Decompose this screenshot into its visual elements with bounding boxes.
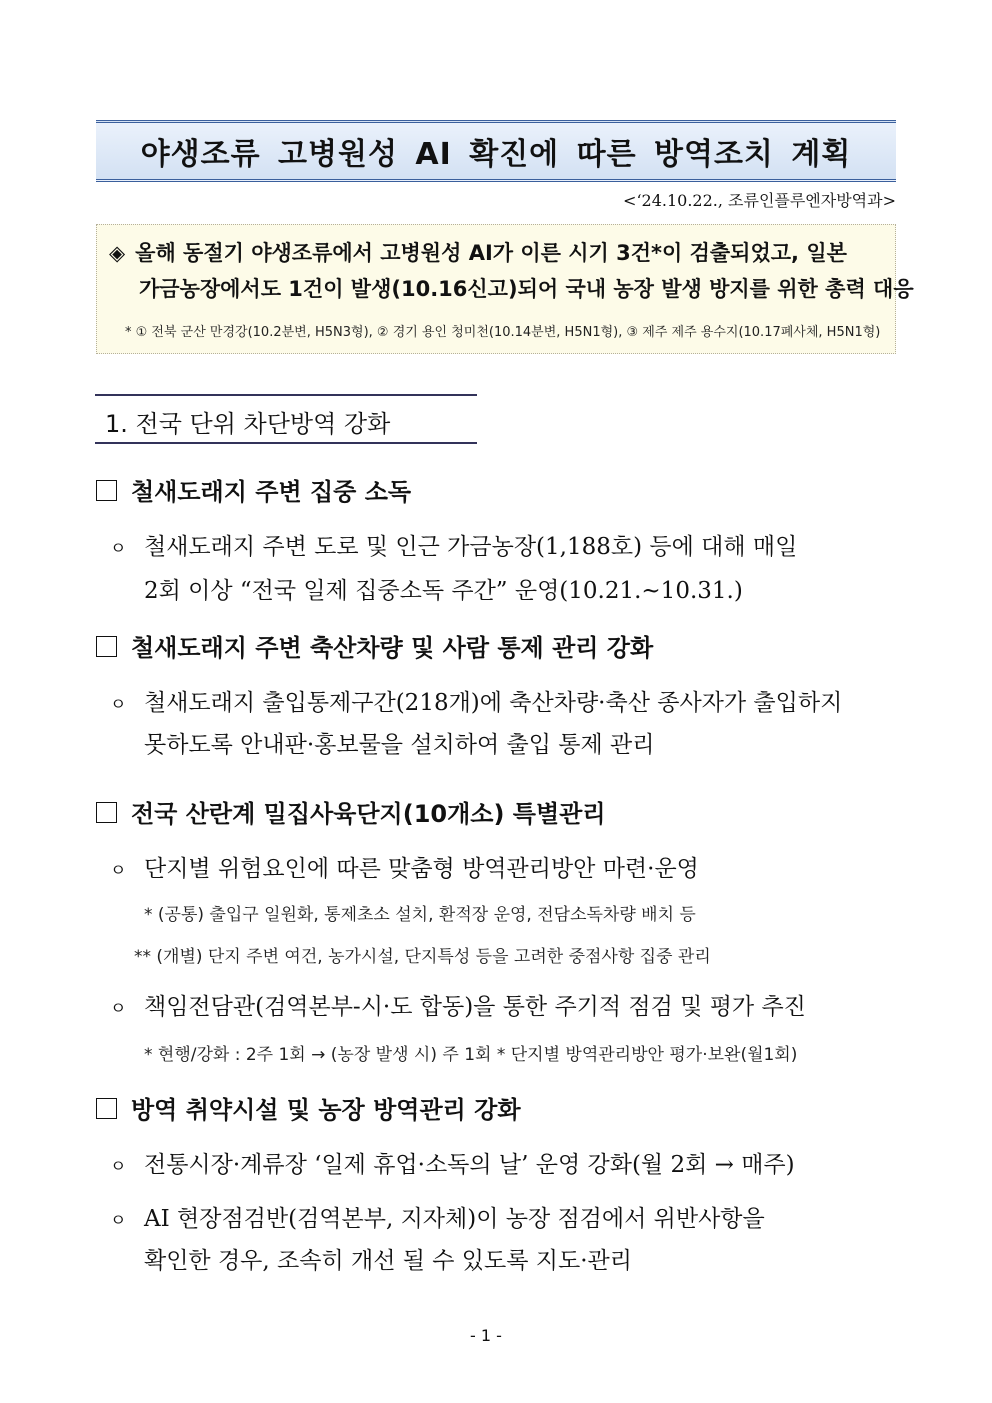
bullet-item: ㅇ 철새도래지 주변 도로 및 인근 가금농장(1,188호) 등에 대해 매일 bbox=[110, 534, 798, 560]
bullet-item: ㅇ AI 현장점검반(검역본부, 지자체)이 농장 점검에서 위반사항을 bbox=[110, 1206, 765, 1232]
bullet-continuation: 확인한 경우, 조속히 개선 될 수 있도록 지도·관리 bbox=[144, 1248, 632, 1274]
section-title: 1. 전국 단위 차단방역 강화 bbox=[105, 410, 391, 438]
checkbox-square-icon bbox=[96, 802, 117, 823]
checkbox-square-icon bbox=[96, 636, 117, 657]
summary-line-1: 올해 동절기 야생조류에서 고병원성 AI가 이른 시기 3건*이 검출되었고, 일본 bbox=[135, 241, 847, 265]
bullet-item: ㅇ 책임전담관(검역본부-시·도 합동)을 통한 주기적 점검 및 평가 추진 bbox=[110, 994, 806, 1020]
document-title: 야생조류 고병원성 AI 확진에 따른 방역조치 계획 bbox=[96, 120, 896, 182]
date-department: <‘24.10.22., 조류인플루엔자방역과> bbox=[623, 191, 896, 210]
checkbox-square-icon bbox=[96, 1098, 117, 1119]
diamond-icon: ◈ bbox=[109, 241, 126, 265]
bullet-circle-icon: ㅇ bbox=[110, 1157, 127, 1177]
bullet-circle-icon: ㅇ bbox=[110, 999, 127, 1019]
subsection-heading: 방역 취약시설 및 농장 방역관리 강화 bbox=[96, 1090, 521, 1125]
bullet-item: ㅇ 철새도래지 출입통제구간(218개)에 축산차량·축산 종사자가 출입하지 bbox=[110, 690, 843, 716]
bullet-circle-icon: ㅇ bbox=[110, 861, 127, 881]
summary-footnote: * ① 전북 군산 만경강(10.2분변, H5N3형), ② 경기 용인 청미천(10.14분변, H5N1형), ③ 제주 제주 용수지(10.17폐사체, H5N1형) bbox=[125, 325, 881, 340]
footnote: * 현행/강화 : 2주 1회 → (농장 발생 시) 주 1회 * 단지별 방역관리방안 평가·보완(월1회) bbox=[144, 1045, 798, 1065]
page-number: - 1 - bbox=[470, 1326, 502, 1345]
checkbox-square-icon bbox=[96, 480, 117, 501]
bullet-item: ㅇ 단지별 위험요인에 따른 맞춤형 방역관리방안 마련·운영 bbox=[110, 856, 699, 882]
footnote: ** (개별) 단지 주변 여건, 농가시설, 단지특성 등을 고려한 중점사항 집중 관리 bbox=[134, 947, 711, 967]
footnote: * (공통) 출입구 일원화, 통제초소 설치, 환적장 운영, 전담소독차량 배치 등 bbox=[144, 905, 696, 925]
section-heading bbox=[95, 394, 477, 444]
bullet-continuation: 2회 이상 “전국 일제 집중소독 주간” 운영(10.21.~10.31.) bbox=[144, 578, 743, 604]
subsection-heading: 전국 산란계 밀집사육단지(10개소) 특별관리 bbox=[96, 794, 606, 829]
summary-box bbox=[96, 224, 914, 354]
bullet-continuation: 못하도록 안내판·홍보물을 설치하여 출입 통제 관리 bbox=[144, 732, 655, 758]
bullet-circle-icon: ㅇ bbox=[110, 1211, 127, 1231]
bullet-circle-icon: ㅇ bbox=[110, 539, 127, 559]
bullet-circle-icon: ㅇ bbox=[110, 695, 127, 715]
bullet-item: ㅇ 전통시장·계류장 ‘일제 휴업·소독의 날’ 운영 강화(월 2회 → 매주) bbox=[110, 1152, 795, 1178]
summary-line-2: 가금농장에서도 1건이 발생(10.16신고)되어 국내 농장 발생 방지를 위한 총력 대응 bbox=[139, 277, 914, 301]
subsection-heading: 철새도래지 주변 집중 소독 bbox=[96, 472, 411, 507]
subsection-heading: 철새도래지 주변 축산차량 및 사람 통제 관리 강화 bbox=[96, 628, 653, 663]
